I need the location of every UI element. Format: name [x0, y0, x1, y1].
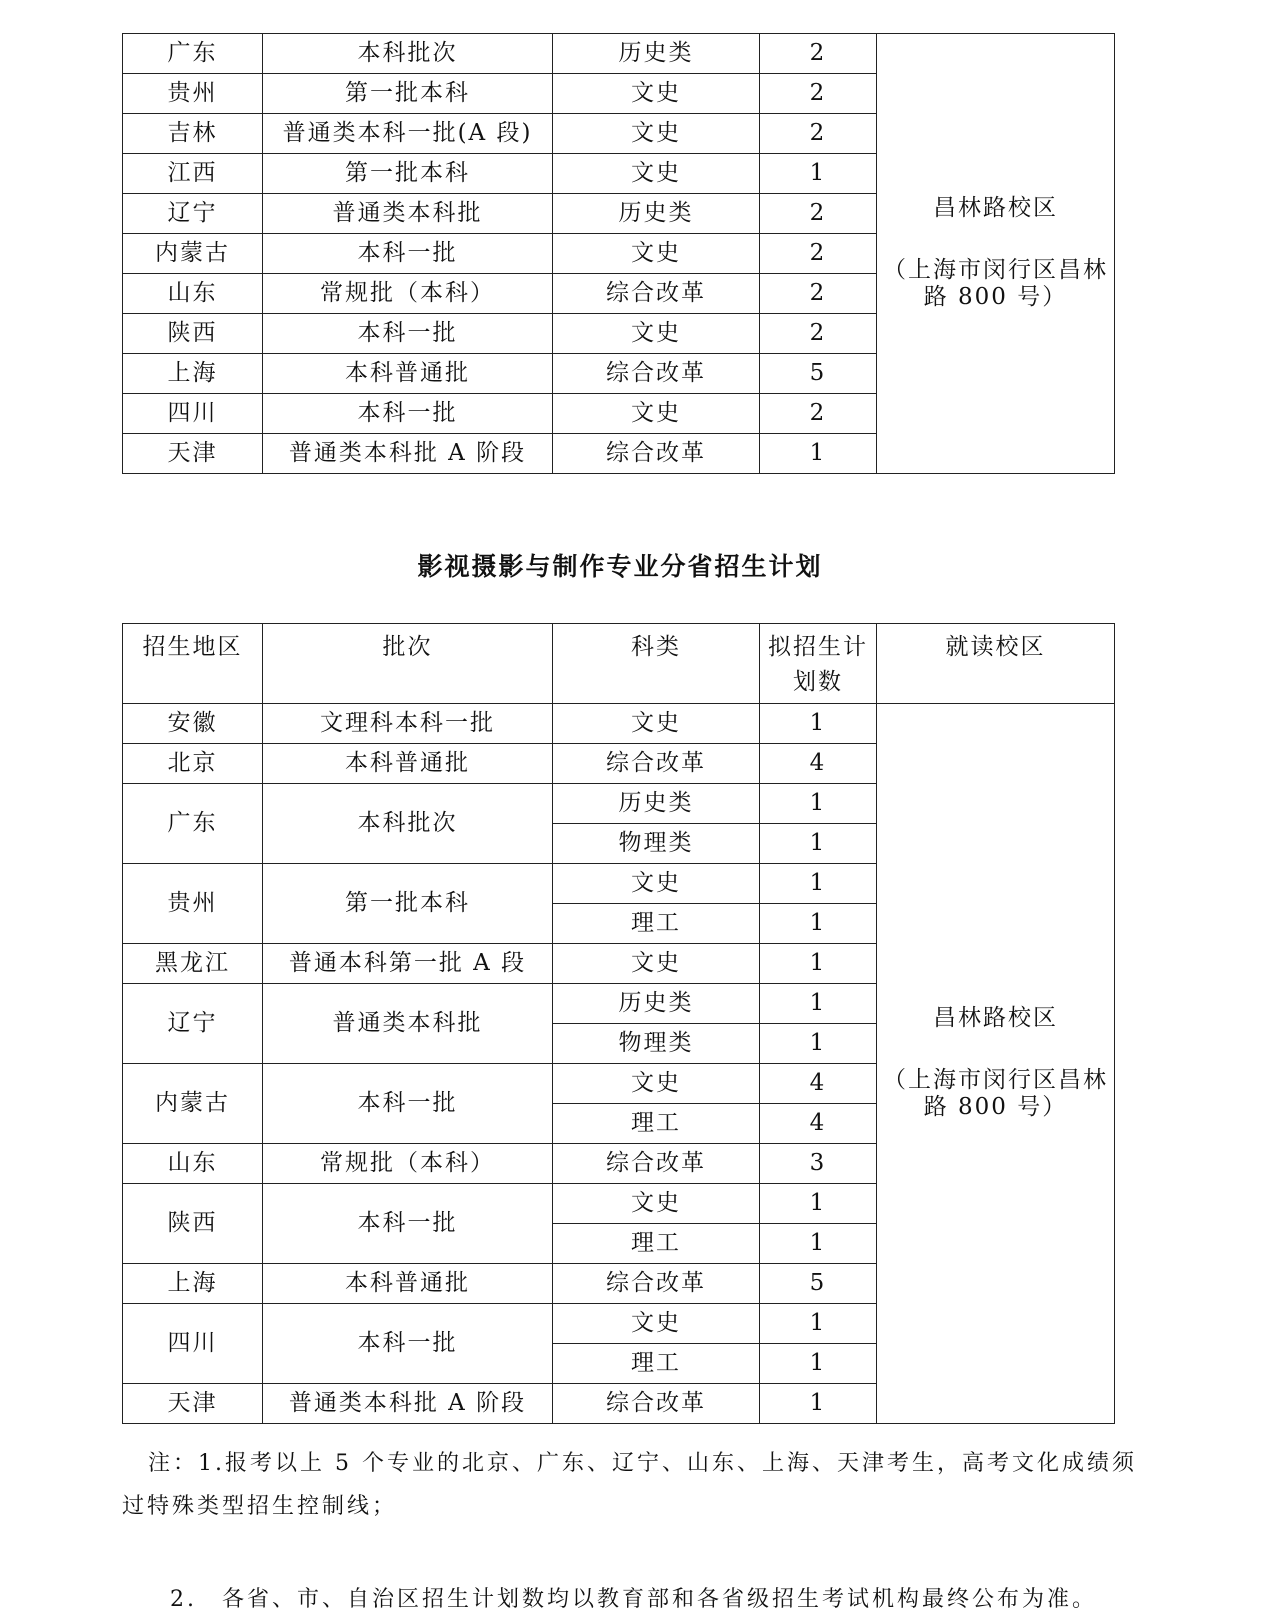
region-cell: 吉林: [123, 114, 263, 154]
subject-cell: 文史: [553, 74, 760, 114]
batch-cell: 普通类本科批: [263, 984, 553, 1064]
header-campus: 就读校区: [877, 624, 1115, 704]
batch-cell: 本科批次: [263, 784, 553, 864]
subject-cell: 文史: [553, 704, 760, 744]
subject-cell: 文史: [553, 1064, 760, 1104]
note-1: 注：1.报考以上 5 个专业的北京、广东、辽宁、山东、上海、天津考生，高考文化成绩须过特殊类型招生控制线；: [122, 1451, 1137, 1519]
region-cell: 北京: [123, 744, 263, 784]
subject-cell: 理工: [553, 1104, 760, 1144]
count-cell: 1: [760, 154, 877, 194]
batch-cell: 本科普通批: [263, 744, 553, 784]
batch-cell: 第一批本科: [263, 154, 553, 194]
batch-cell: 本科一批: [263, 1184, 553, 1264]
batch-cell: 本科普通批: [263, 1264, 553, 1304]
batch-cell: 本科一批: [263, 314, 553, 354]
count-cell: 4: [760, 744, 877, 784]
count-cell: 1: [760, 864, 877, 904]
count-cell: 1: [760, 984, 877, 1024]
batch-cell: 常规批（本科）: [263, 274, 553, 314]
batch-cell: 普通类本科批 A 阶段: [263, 434, 553, 474]
header-batch: 批次: [263, 624, 553, 704]
table-row: [123, 704, 1115, 744]
count-cell: 1: [760, 1384, 877, 1424]
region-cell: 广东: [123, 784, 263, 864]
batch-cell: 普通类本科一批(A 段): [263, 114, 553, 154]
subject-cell: 综合改革: [553, 744, 760, 784]
header-count: 拟招生计划数: [760, 624, 877, 704]
campus-name: 昌林路校区: [933, 195, 1058, 222]
count-cell: 1: [760, 1024, 877, 1064]
region-cell: 四川: [123, 1304, 263, 1384]
region-cell: 贵州: [123, 74, 263, 114]
subject-cell: 文史: [553, 394, 760, 434]
table1-body: [123, 34, 1115, 474]
subject-cell: 理工: [553, 1344, 760, 1384]
subject-cell: 文史: [553, 234, 760, 274]
subject-cell: 综合改革: [553, 354, 760, 394]
subject-cell: 综合改革: [553, 1144, 760, 1184]
header-region: 招生地区: [123, 624, 263, 704]
batch-cell: 第一批本科: [263, 864, 553, 944]
subject-cell: 历史类: [553, 34, 760, 74]
header-row: [123, 624, 1115, 704]
subject-cell: 历史类: [553, 784, 760, 824]
region-cell: 辽宁: [123, 984, 263, 1064]
region-cell: 辽宁: [123, 194, 263, 234]
region-cell: 内蒙古: [123, 234, 263, 274]
region-cell: 江西: [123, 154, 263, 194]
count-cell: 1: [760, 1184, 877, 1224]
table-title: 影视摄影与制作专业分省招生计划: [417, 552, 823, 581]
subject-cell: 文史: [553, 314, 760, 354]
batch-cell: 第一批本科: [263, 74, 553, 114]
region-cell: 天津: [123, 1384, 263, 1424]
enrollment-table-continued: [122, 33, 1115, 474]
region-cell: 天津: [123, 434, 263, 474]
count-cell: 5: [760, 354, 877, 394]
subject-cell: 综合改革: [553, 274, 760, 314]
batch-cell: 本科一批: [263, 1304, 553, 1384]
region-cell: 广东: [123, 34, 263, 74]
count-cell: 1: [760, 904, 877, 944]
count-cell: 2: [760, 34, 877, 74]
batch-cell: 本科一批: [263, 394, 553, 434]
count-cell: 1: [760, 784, 877, 824]
count-cell: 2: [760, 274, 877, 314]
region-cell: 黑龙江: [123, 944, 263, 984]
batch-cell: 常规批（本科）: [263, 1144, 553, 1184]
batch-cell: 本科批次: [263, 34, 553, 74]
campus-address: （上海市闵行区昌林路 800 号）: [883, 1066, 1108, 1121]
count-cell: 2: [760, 234, 877, 274]
header-subject: 科类: [553, 624, 760, 704]
batch-cell: 普通本科第一批 A 段: [263, 944, 553, 984]
count-cell: 1: [760, 944, 877, 984]
subject-cell: 文史: [553, 944, 760, 984]
subject-cell: 文史: [553, 114, 760, 154]
region-cell: 内蒙古: [123, 1064, 263, 1144]
subject-cell: 综合改革: [553, 434, 760, 474]
subject-cell: 综合改革: [553, 1384, 760, 1424]
batch-cell: 本科一批: [263, 234, 553, 274]
count-cell: 1: [760, 434, 877, 474]
subject-cell: 理工: [553, 904, 760, 944]
batch-cell: 文理科本科一批: [263, 704, 553, 744]
region-cell: 陕西: [123, 1184, 263, 1264]
count-cell: 4: [760, 1104, 877, 1144]
batch-cell: 本科普通批: [263, 354, 553, 394]
subject-cell: 理工: [553, 1224, 760, 1264]
count-cell: 2: [760, 314, 877, 354]
region-cell: 贵州: [123, 864, 263, 944]
subject-cell: 综合改革: [553, 1264, 760, 1304]
region-cell: 山东: [123, 1144, 263, 1184]
subject-cell: 文史: [553, 154, 760, 194]
note-2: 2. 各省、市、自治区招生计划数均以教育部和各省级招生考试机构最终公布为准。: [170, 1587, 1097, 1612]
region-cell: 上海: [123, 1264, 263, 1304]
region-cell: 四川: [123, 394, 263, 434]
batch-cell: 本科一批: [263, 1064, 553, 1144]
batch-cell: 普通类本科批 A 阶段: [263, 1384, 553, 1424]
region-cell: 陕西: [123, 314, 263, 354]
campus-cell: [877, 34, 1115, 474]
count-cell: 2: [760, 114, 877, 154]
count-cell: 3: [760, 1144, 877, 1184]
count-cell: 1: [760, 824, 877, 864]
subject-cell: 物理类: [553, 824, 760, 864]
count-cell: 1: [760, 1344, 877, 1384]
count-cell: 2: [760, 74, 877, 114]
subject-cell: 物理类: [553, 1024, 760, 1064]
region-cell: 安徽: [123, 704, 263, 744]
count-cell: 1: [760, 1304, 877, 1344]
batch-cell: 普通类本科批: [263, 194, 553, 234]
campus-address: （上海市闵行区昌林路 800 号）: [883, 256, 1108, 311]
count-cell: 1: [760, 704, 877, 744]
film-photography-enrollment-table: [122, 623, 1115, 1424]
subject-cell: 文史: [553, 864, 760, 904]
subject-cell: 历史类: [553, 984, 760, 1024]
count-cell: 2: [760, 394, 877, 434]
table2-body: [123, 624, 1115, 1424]
campus-cell: [877, 704, 1115, 1424]
subject-cell: 文史: [553, 1304, 760, 1344]
count-cell: 5: [760, 1264, 877, 1304]
campus-name: 昌林路校区: [933, 1005, 1058, 1032]
table-row: [123, 34, 1115, 74]
region-cell: 山东: [123, 274, 263, 314]
subject-cell: 文史: [553, 1184, 760, 1224]
count-cell: 4: [760, 1064, 877, 1104]
subject-cell: 历史类: [553, 194, 760, 234]
count-cell: 1: [760, 1224, 877, 1264]
region-cell: 上海: [123, 354, 263, 394]
count-cell: 2: [760, 194, 877, 234]
